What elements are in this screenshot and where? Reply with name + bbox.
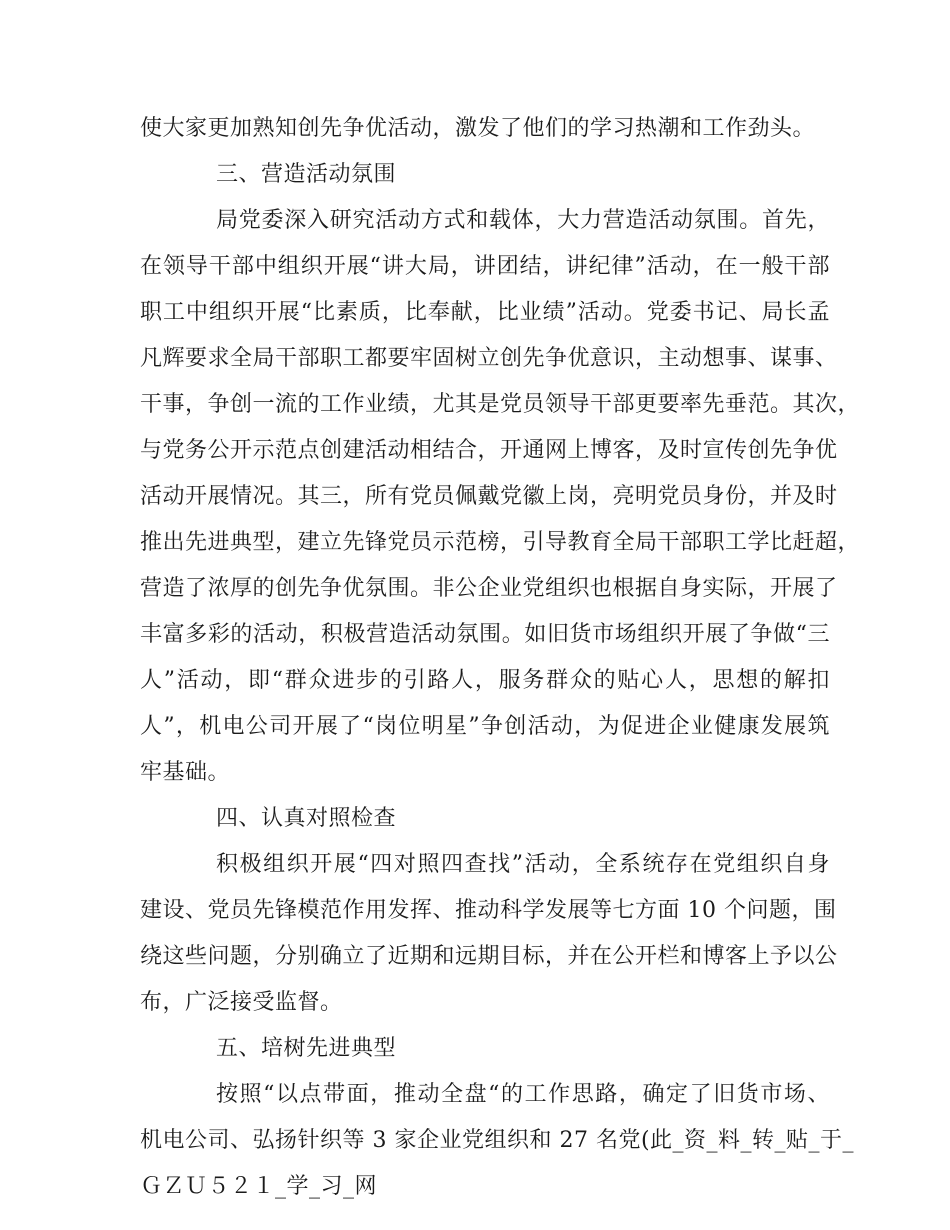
section-heading: 四、认真对照检查 [216,806,397,831]
paragraph-line: 机电公司、弘扬针织等 3 家企业党组织和 27 名党(此_资_料_转_贴_于_ [140,1128,855,1153]
paragraph-line: 推出先进典型，建立先锋党员示范榜，引导教育全局干部职工学比赶超， [140,530,861,555]
paragraph-line: 丰富多彩的活动，积极营造活动氛围。如旧货市场组织开展了争做“三 [140,622,830,647]
paragraph-line: 职工中组织开展“比素质，比奉献，比业绩”活动。党委书记、局长孟 [140,300,830,325]
paragraph-line: 活动开展情况。其三，所有党员佩戴党徽上岗，亮明党员身份，并及时 [140,484,838,509]
paragraph-line: 人”活动，即“群众进步的引路人，服务群众的贴心人，思想的解扣 [140,668,830,693]
paragraph-line: 按照“以点带面，推动全盘“的工作思路，确定了旧货市场、 [216,1082,830,1107]
paragraph-line: 人”，机电公司开展了“岗位明星”争创活动，为促进企业健康发展筑 [140,714,830,739]
paragraph-line: 建设、党员先锋模范作用发挥、推动科学发展等七方面 10 个问题，围 [140,898,837,923]
section-heading: 五、培树先进典型 [216,1036,397,1061]
paragraph-line: 局党委深入研究活动方式和载体，大力营造活动氛围。首先， [216,208,830,233]
paragraph-line: ＧＺＵ５２１_学_习_网 [140,1174,378,1199]
paragraph-line: 干事，争创一流的工作业绩，尤其是党员领导干部更要率先垂范。其次， [140,392,861,417]
paragraph-line: 凡辉要求全局干部职工都要牢固树立创先争优意识，主动想事、谋事、 [140,346,838,371]
section-heading: 三、营造活动氛围 [216,162,397,187]
paragraph-line: 绕这些问题，分别确立了近期和远期目标，并在公开栏和博客上予以公 [140,944,838,969]
paragraph-line: 在领导干部中组织开展“讲大局，讲团结，讲纪律”活动，在一般干部 [140,254,830,279]
paragraph-line: 使大家更加熟知创先争优活动，激发了他们的学习热潮和工作劲头。 [140,116,816,141]
paragraph-line: 布，广泛接受监督。 [140,990,343,1015]
paragraph-line: 营造了浓厚的创先争优氛围。非公企业党组织也根据自身实际，开展了 [140,576,838,601]
paragraph-line: 积极组织开展“四对照四查找”活动，全系统存在党组织自身 [216,852,830,877]
paragraph-line: 与党务公开示范点创建活动相结合，开通网上博客，及时宣传创先争优 [140,438,838,463]
paragraph-line: 牢基础。 [140,760,231,785]
